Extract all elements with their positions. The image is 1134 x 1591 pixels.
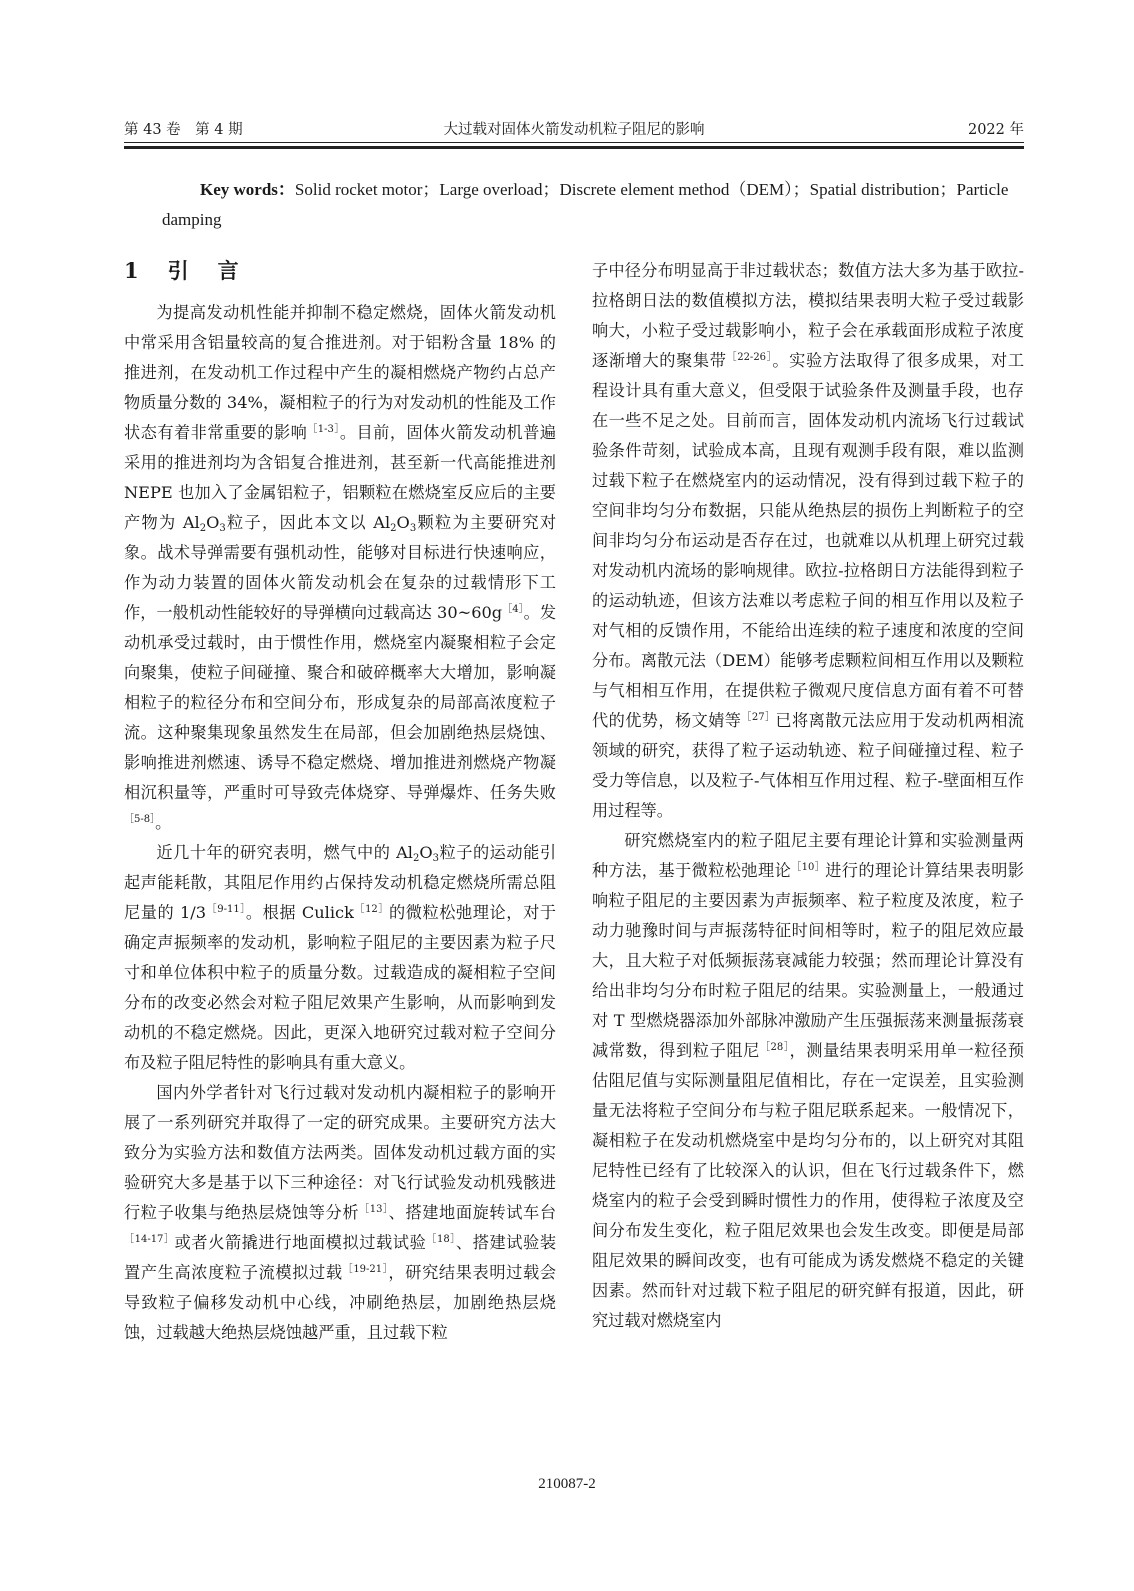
header-year: 2022 年 [967, 122, 1024, 138]
left-column [124, 256, 556, 1348]
text-run: 研究燃烧室内的粒子阻尼主要有理论计算和实验测量两种方法，基于微粒松弛理论 [592, 831, 1024, 880]
text-run: 。根据 Culick [245, 903, 354, 922]
text-run: 、搭建地面旋转试车台 [388, 1203, 557, 1222]
citation-ref: ［5-8］ [124, 814, 156, 825]
text-run: ，测量结果表明采用单一粒径预估阻尼值与实际测量阻尼值相比，存在一定误差，且实验测量无法将粒子空间分布与粒子阻尼联系起来。一般情况下，凝相粒子在发动机燃烧室中是均匀分布的，以上研究对其阻尼特性已经有了比较深入的认识，但在飞行过载条件下，燃烧室内的粒子会受到瞬时惯性力的作用，使得粒子浓度及空间分布发生变化，粒子阻尼效果也会发生改变。即便是局部阻尼效果的瞬间改变，也有可能成为诱发燃烧不稳定的关键因素。然而针对过载下粒子阻尼的研究鲜有报道，因此，研究过载对燃烧室内 [592, 1041, 1025, 1330]
citation-ref: ［22-26］ [726, 352, 773, 363]
body-paragraph [592, 256, 1024, 826]
text-run: 的微粒松弛理论，对于确定声振频率的发动机，影响粒子阻尼的主要因素为粒子尺寸和单位体积中粒子的质量分数。过载造成的凝相粒子空间分布的改变必然会对粒子阻尼效果产生影响，从而影响到发动机的不稳定燃烧。因此，更深入地研究过载对粒子空间分布及粒子阻尼特性的影响具有重大意义。 [124, 903, 557, 1072]
section-heading: 1 引 言 [124, 258, 243, 283]
body-paragraph [124, 1078, 556, 1348]
body-paragraph [592, 826, 1024, 1336]
text-run: 为提高发动机性能并抑制不稳定燃烧，固体火箭发动机中常采用含铝量较高的复合推进剂。对于铝粉含量 18% 的推进剂，在发动机工作过程中产生的凝相燃烧产物约占总产物质量分数的 34%，凝相粒子的行为对发动机的性能及工作状态有着非常重要的影响 [124, 303, 556, 442]
citation-ref: ［9-11］ [206, 904, 246, 915]
header-thick-rule [124, 146, 1024, 149]
subscript: 3 [432, 853, 439, 864]
citation-ref: ［4］ [502, 604, 524, 615]
text-run: 。实验方法取得了很多成果，对工程设计具有重大意义，但受限于试验条件及测量手段，也存在一些不足之处。目前而言，固体发动机内流场飞行过载试验条件苛刻，试验成本高，且现有观测手段有限，难以监测过载下粒子在燃烧室内的运动情况，没有得到过载下粒子的空间非均匀分布数据，只能从绝热层的损伤上判断粒子的空间非均匀分布运动是否存在过，也就难以从机理上研究过载对发动机内流场的影响规律。欧拉-拉格朗日方法能得到粒子的运动轨迹，但该方法难以考虑粒子间的相互作用以及粒子对气相的反馈作用，不能给出连续的粒子速度和浓度的空间分布。离散元法（DEM）能够考虑颗粒间相互作用以及颗粒与气相相互作用，在提供粒子微观尺度信息方面有着不可替代的优势，杨文婧等 [592, 351, 1025, 730]
header-thin-rule [124, 142, 1024, 143]
header-article-title: 大过载对固体火箭发动机粒子阻尼的影响 [443, 122, 705, 138]
header-volume-issue: 第 43 卷 第 4 期 [124, 122, 243, 138]
keywords-label: Key words： [200, 180, 295, 199]
subscript: 2 [199, 523, 207, 534]
text-run: 。 [155, 813, 172, 832]
text-run: 近几十年的研究表明，燃气中的 Al [156, 843, 413, 862]
text-run: 粒子的运动能引起声能耗散，其阻尼作用约占保持发动机稳定燃烧所需总阻尼量的 1/3 [124, 843, 557, 922]
text-run: 。目前，固体火箭发动机普遍采用的推进剂均为含铝复合推进剂，甚至新一代高能推进剂NEPE 也加入了金属铝粒子，铝颗粒在燃烧室反应后的主要产物为 Al [124, 423, 557, 532]
citation-ref: ［13］ [359, 1204, 389, 1215]
keywords-text: Solid rocket motor；Large overload；Discrete element method（DEM）；Spatial distribution；Particle damping [162, 180, 1009, 229]
citation-ref: ［28］ [759, 1042, 790, 1053]
page-number: 210087-2 [538, 1476, 596, 1492]
text-run: 进行的理论计算结果表明影响粒子阻尼的主要因素为声振频率、粒子粒度及浓度，粒子动力驰豫时间与声振荡特征时间相等时，粒子的阻尼效应最大，且大粒子对低频振荡衰减能力较强；然而理论计算没有给出非均匀分布时粒子阻尼的结果。实验测量上，一般通过对 T 型燃烧器添加外部脉冲激励产生压强振荡来测量振荡衰减常数，得到粒子阻尼 [592, 861, 1024, 1060]
citation-ref: ［14-17］ [124, 1234, 175, 1245]
subscript: 2 [412, 853, 420, 864]
citation-ref: ［10］ [791, 862, 826, 873]
text-run: 子中径分布明显高于非过载状态；数值方法大多为基于欧拉-拉格朗日法的数值模拟方法，模拟结果表明大粒子受过载影响大，小粒子受过载影响小，粒子会在承载面形成粒子浓度逐渐增大的聚集带 [592, 261, 1024, 370]
subscript: 2 [390, 523, 397, 534]
text-run: O [419, 843, 433, 862]
body-paragraph [124, 838, 556, 1078]
citation-ref: ［27］ [741, 712, 776, 723]
subscript: 3 [219, 523, 226, 534]
subscript: 3 [409, 523, 417, 534]
text-run: 。发动机承受过载时，由于惯性作用，燃烧室内凝聚相粒子会定向聚集，使粒子间碰撞、聚合和破碎概率大大增加，影响凝相粒子的粒径分布和空间分布，形成复杂的局部高浓度粒子流。这种聚集现象虽然发生在局部，但会加剧绝热层烧蚀、影响推进剂燃速、诱导不稳定燃烧、增加推进剂燃烧产物凝相沉积量等，严重时可导致壳体烧穿、导弹爆炸、任务失败 [124, 603, 557, 802]
running-header [124, 119, 1024, 141]
citation-ref: ［1-3］ [307, 424, 340, 435]
text-run: 或者火箭撬进行地面模拟过载试验 [174, 1233, 427, 1252]
text-run: O [396, 513, 410, 532]
text-run: O [206, 513, 220, 532]
citation-ref: ［12］ [353, 904, 389, 915]
text-run: 粒子，因此本文以 Al [225, 513, 391, 532]
text-run: 已将离散元法应用于发动机两相流领域的研究，获得了粒子运动轨迹、粒子间碰撞过程、粒子受力等信息，以及粒子-气体相互作用过程、粒子-壁面相互作用过程等。 [592, 711, 1024, 820]
citation-ref: ［19-21］ [342, 1264, 389, 1275]
text-run: ，研究结果表明过载会导致粒子偏移发动机中心线，冲刷绝热层，加剧绝热层烧蚀，过载越大绝热层烧蚀越严重，且过载下粒 [124, 1263, 557, 1342]
text-run: 颗粒为主要研究对象。战术导弹需要有强机动性，能够对目标进行快速响应，作为动力装置的固体火箭发动机会在复杂的过载情形下工作，一般机动性能较好的导弹横向过载高达 30~60g [124, 513, 557, 622]
right-column [592, 256, 1024, 1336]
citation-ref: ［18］ [426, 1234, 456, 1245]
keywords-block [162, 175, 1024, 235]
body-paragraph [124, 298, 556, 838]
text-run: 、搭建试验装置产生高浓度粒子流模拟过载 [124, 1233, 557, 1282]
text-run: 国内外学者针对飞行过载对发动机内凝相粒子的影响开展了一系列研究并取得了一定的研究成果。主要研究方法大致分为实验方法和数值方法两类。固体发动机过载方面的实验研究大多是基于以下三种途径：对飞行试验发动机残骸进行粒子收集与绝热层烧蚀等分析 [124, 1083, 556, 1222]
